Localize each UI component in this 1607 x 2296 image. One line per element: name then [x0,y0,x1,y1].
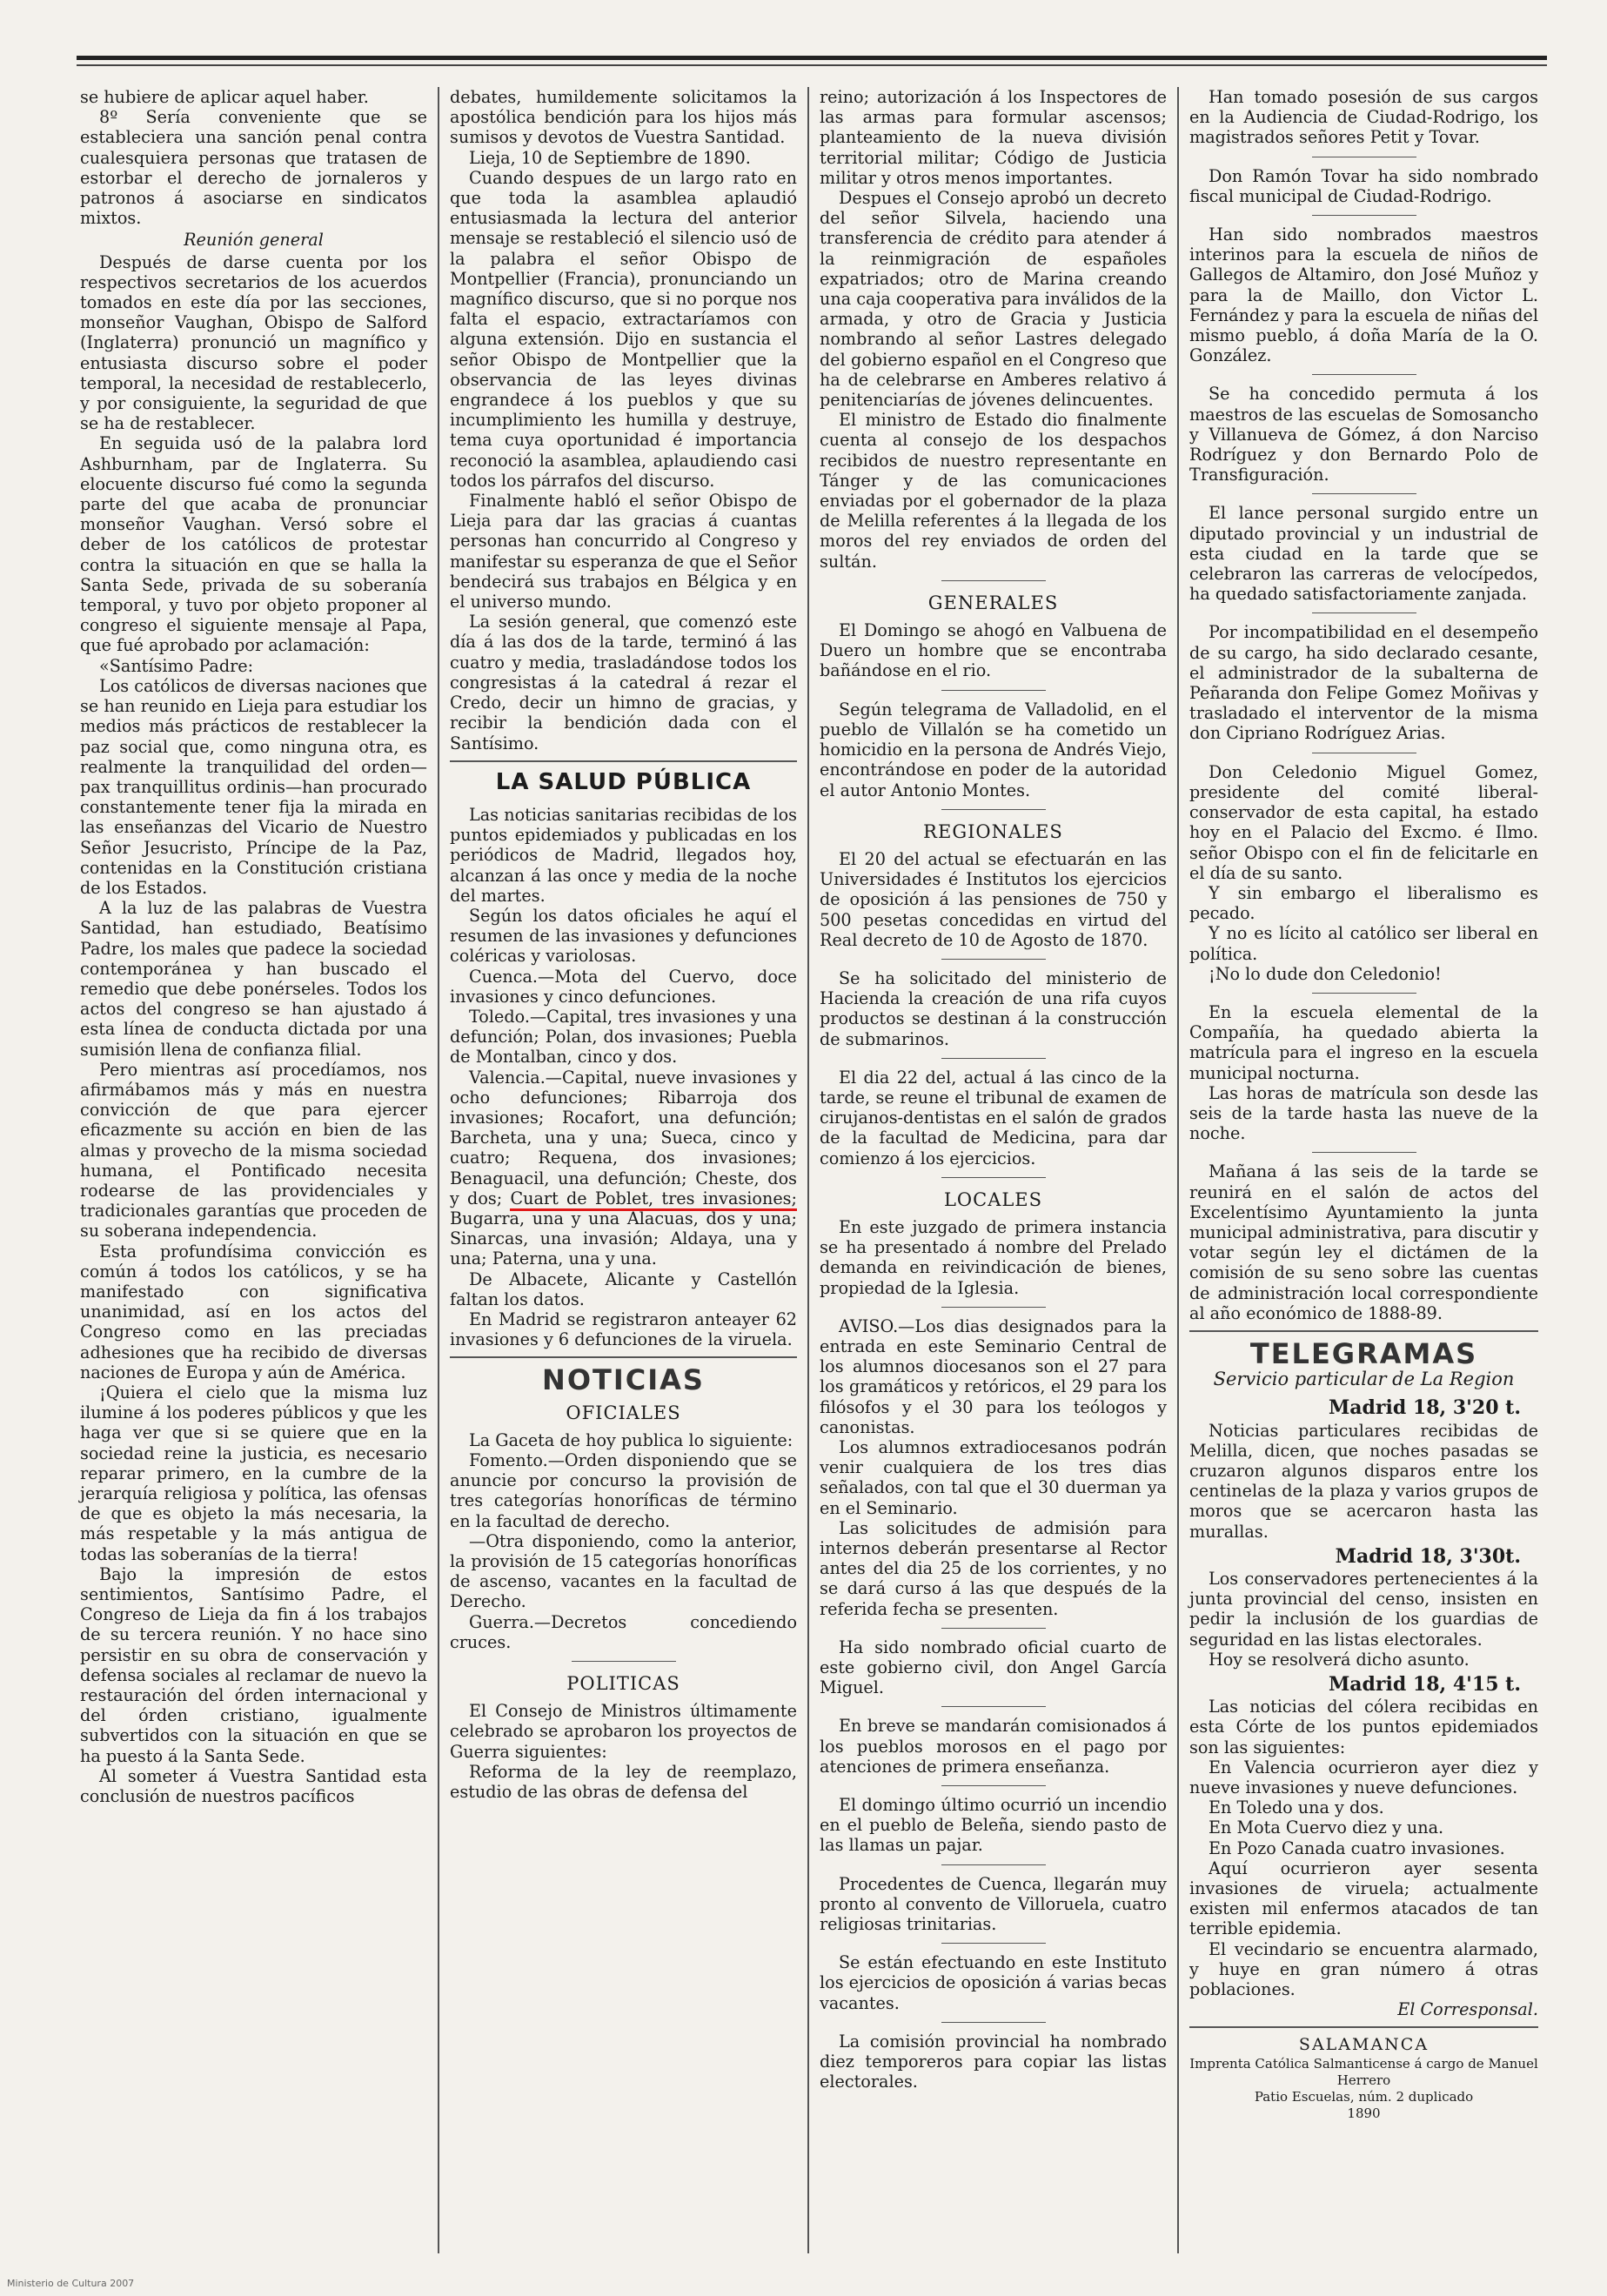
paragraph: reino; autorización á los Inspectores de las armas para formular ascensos; planteamiento de la nueva división territorial militar; Código de Justicia militar y otros menos importantes. [820,87,1167,188]
column-1 [70,87,439,2253]
paragraph: El lance personal surgido entre un diputado provincial y un industrial de esta ciudad en la tarde que se celebraron las carreras de velocípedos, ha quedado satisfactoriamente zanjada. [1189,503,1538,605]
separator [1189,2026,1538,2028]
paragraph: Según los datos oficiales he aquí el resumen de las invasiones y defunciones coléricas y variolosas. [450,905,797,967]
separator [450,1356,797,1358]
separator [941,1628,1046,1629]
paragraph: En breve se mandarán comisionados á los pueblos morosos en el pago por atenciones de primera enseñanza. [820,1716,1167,1777]
paragraph: Las noticias del cólera recibidas en esta Córte de los puntos epidemiados son las siguientes: [1189,1697,1538,1757]
paragraph: Procedentes de Cuenca, llegarán muy pronto al convento de Villoruela, cuatro religiosas trinitarias. [820,1873,1167,1935]
paragraph: Y no es lícito al católico ser liberal en política. [1189,923,1538,964]
paragraph: La Gaceta de hoy publica lo siguiente: [469,1429,793,1450]
paragraph: La comisión provincial ha nombrado diez temporeros para copiar las listas electorales. [820,2031,1167,2092]
paragraph: Y sin embargo el liberalismo es pecado. [1189,882,1538,924]
imprint-line: 1890 [1347,2105,1381,2121]
paragraph: Las horas de matrícula son desde las seis de la tarde hasta las nueve de la noche. [1189,1082,1538,1144]
section-heading-locales: LOCALES [943,1188,1043,1210]
imprint-city: SALAMANCA [1298,2035,1430,2055]
paragraph: Los alumnos extradiocesanos podrán venir cualquiera de los tres dias señalados, con tal que el 30 duerman ya en el Seminario. [820,1436,1167,1518]
paragraph: En Madrid se registraron anteayer 62 invasiones y 6 defunciones de la viruela. [450,1309,797,1350]
newspaper-columns [70,87,1549,2253]
paragraph: —Otra disponiendo, como la anterior, la provisión de 15 categorías honoríficas de ascenso, vacantes en la facultad de Derecho. [450,1530,797,1612]
separator [1312,215,1416,216]
paragraph: Guerra.—Decretos concediendo cruces. [450,1611,797,1652]
imprint-line: Patio Escuelas, núm. 2 duplicado [1254,2088,1474,2105]
separator [941,2022,1046,2023]
imprint-line: Imprenta Católica Salmanticense á cargo de Manuel Herrero [1189,2055,1538,2088]
telegram-date: Madrid 18, 3'30t. [1335,1544,1521,1568]
paragraph: Las solicitudes de admisión para internos deberán presentarse al Rector antes del dia 25 de los corrientes, y no se dará curso á las que después de la referida fecha se presenten. [820,1517,1167,1619]
paragraph: En Mota Cuervo diez y una. [1209,1817,1444,1838]
paragraph: Según telegrama de Valladolid, en el pueblo de Villalón se ha cometido un homicidio en la persona de Andrés Viejo, encontrándose en poder de la autoridad el autor Antonio Montes. [820,699,1167,800]
paragraph: Se ha solicitado del ministerio de Hacienda la creación de una rifa cuyos productos se destinan á la construcción de submarinos. [820,967,1167,1049]
separator [941,959,1046,960]
paragraph: Toledo.—Capital, tres invasiones y una defunción; Polan, dos invasiones; Puebla de Montalban, cinco y dos. [450,1006,797,1068]
text-run: Valencia.—Capital, nueve invasiones y ocho defunciones; Ribarroja dos invasiones; Rocafort, una defunción; Barcheta, una y una; Sueca, cinco y cuatro; Requena, dos invasiones; Benaguacil, una defunción; Cheste, dos y dos; [450,1067,797,1208]
scan-credit: Ministerio de Cultura 2007 [7,2278,135,2289]
paragraph: ¡Quiera el cielo que la misma luz ilumine á los poderes públicos y que les haga ver que si se quiere que en la sociedad reine la justicia, es necesario reparar primero, en la cumbre de la jerarquía religiosa y política, las ofensas de que es objeto la más necesaria, la más respetable y la más antigua de todas las soberanías de la tierra! [80,1382,427,1564]
section-heading-politicas: POLITICAS [566,1673,680,1695]
separator [941,580,1046,581]
column-2 [439,87,809,2253]
section-heading-salud-publica: LA SALUD PÚBLICA [495,768,752,795]
paragraph: Se ha concedido permuta á los maestros de las escuelas de Somosancho y Villanueva de Gómez, á don Narciso Rodríguez y don Bernardo Polo de Transfiguración. [1189,384,1538,485]
separator [1312,374,1416,375]
separator [941,1943,1046,1944]
paragraph: En Toledo una y dos. [1209,1797,1384,1818]
paragraph: Aquí ocurrieron ayer sesenta invasiones de viruela; actualmente existen mil enfermos atacados de tan terrible epidemia. [1189,1858,1538,1939]
paragraph: Los conservadores pertenecientes á la junta provincial del censo, insisten en pedir la inclusión de los guardias de seguridad en las listas electorales. [1189,1569,1538,1650]
paragraph: Después de darse cuenta por los respectivos secretarios de los acuerdos tomados en este día por las secciones, monseñor Vaughan, Obispo de Salford (Inglaterra) pronunció un magnífico y entusiasta discurso sobre el poder temporal, la necesidad de restablecerlo, y por consiguiente, la seguridad de que se ha de restablecer. [80,251,427,434]
paragraph: Las noticias sanitarias recibidas de los puntos epidemiados y publicadas en los periódicos de Madrid, llegados hoy, alcanzan á las once y media de la noche del martes. [450,804,797,906]
paragraph: Los católicos de diversas naciones que se han reunido en Lieja para estudiar los medios más prácticos de restablecer la paz social que, como ninguna otra, es realmente la tranquilidad del orden—pax tranquillitus ordinis—han procurado constantemente tener fija la mirada en las enseñanzas del Vicario de Nuestro Señor Jesucristo, Príncipe de la Paz, contenidas en la Constitución cristiana de los Estados. [80,675,427,898]
paragraph: En seguida usó de la palabra lord Ashburnham, par de Inglaterra. Su elocuente discurso fué como la segunda parte del que acaba de pronunciar monseñor Vaughan. Versó sobre el deber de los católicos de protestar contra la situación en que se halla la Santa Sede, privada de su soberanía temporal, y tuvo por objeto proponer al congreso el siguiente mensaje al Papa, que fué aprobado por aclamación: [80,433,427,656]
paragraph: Por incompatibilidad en el desempeño de su cargo, ha sido declarado cesante, el administrador de la subalterna de Peñaranda don Felipe Gomez Moñivas y trasladado el interventor de la misma don Cipriano Rodríguez Arias. [1189,622,1538,744]
paragraph: Han sido nombrados maestros interinos para la escuela de niños de Gallegos de Altamiro, don José Muñoz y para la de Maillo, don Victor L. Fernández y para la escuela de niñas del mismo pueblo, á doña María de la O. González. [1189,224,1538,366]
paragraph: 8º Sería conveniente que se estableciera una sanción penal contra cualesquiera personas que tratasen de estorbar el derecho de jornaleros y patronos á asociarse en sindicatos mixtos. [80,107,427,229]
paragraph: AVISO.—Los dias designados para la entrada en este Seminario Central de los alumnos diocesanos son el 27 para los gramáticos y retóricos, el 29 para los filósofos y el 30 para los teólogos y canonistas. [820,1315,1167,1437]
separator [941,1307,1046,1308]
column-4 [1179,87,1549,2253]
paragraph: Finalmente habló el señor Obispo de Lieja para dar las gracias á cuantas personas han concurrido al Congreso y manifestar su esperanza de que el Señor bendecirá sus trabajos en Bélgica y en el universo mundo. [450,491,797,612]
paragraph: debates, humildemente solicitamos la apostólica bendición para los hijos más sumisos y devotos de Vuestra Santidad. [450,87,797,148]
paragraph: En este juzgado de primera instancia se ha presentado á nombre del Prelado demanda en reivindicación de bienes, propiedad de la Iglesia. [820,1216,1167,1298]
paragraph: Fomento.—Orden disponiendo que se anuncie por concurso la provisión de tres categorías honoríficas de término en la facultad de derecho. [450,1450,797,1531]
paragraph: se hubiere de aplicar aquel haber. [80,87,369,107]
paragraph: El vecindario se encuentra alarmado, y huye en gran número á otras poblaciones. [1189,1938,1538,2000]
telegram-date: Madrid 18, 4'15 t. [1328,1673,1521,1697]
separator [1312,493,1416,494]
paragraph: La sesión general, que comenzó este día á las dos de la tarde, terminó á las cuatro y media, trasladándose todos los congresistas á la catedral á rezar el Credo, decir un himno de gracias, y recibir la bendición dada con el Santísimo. [450,612,797,753]
highlighted-text: Cuart de Poblet, tres invasiones; [510,1188,797,1211]
paragraph: Pero mientras así procedíamos, nos afirmábamos más y más en nuestra convicción de que para ejercer eficazmente su acción en bien de las almas y provecho de la misma sociedad humana, el Pontificado necesita rodearse de las providenciales y tradicionales garantías que proceden de su soberana independencia. [80,1059,427,1242]
servicio-line: Servicio particular de La Region [1213,1369,1515,1390]
paragraph: Lieja, 10 de Septiembre de 1890. [469,147,751,168]
paragraph: Al someter á Vuestra Santidad esta conclusión de nuestros pacíficos [80,1765,427,1807]
section-heading-noticias: NOTICIAS [542,1363,705,1397]
paragraph: ¡No lo dude don Celedonio! [1209,963,1442,984]
paragraph: Se están efectuando en este Instituto los ejercicios de oposición á varias becas vacantes. [820,1952,1167,2013]
paragraph: Noticias particulares recibidas de Melilla, dicen, que noches pasadas se cruzaron algunos disparos entre los centinelas de la plaza y varios grupos de moros que se acercaron hasta las murallas. [1189,1420,1538,1542]
separator [941,1177,1046,1178]
paragraph: Don Ramón Tovar ha sido nombrado fiscal municipal de Ciudad-Rodrigo. [1189,165,1538,206]
paragraph: En Pozo Canada cuatro invasiones. [1209,1837,1505,1858]
section-heading: Reunión general [184,230,324,251]
separator [1312,612,1416,613]
signature: El Corresponsal. [1397,1999,1538,2020]
section-heading-oficiales: OFICIALES [566,1402,681,1423]
separator [941,1706,1046,1707]
paragraph: El ministro de Estado dio finalmente cuenta al consejo de los despachos recibidos de nuestro representante en Tánger y de las comunicaciones enviadas por el gobernador de la plaza de Melilla referentes á la llegada de los moros del rey enviados de orden del sultán. [820,410,1167,572]
separator [941,809,1046,810]
paragraph: Don Celedonio Miguel Gomez, presidente del comité liberal-conservador de esta capital, ha estado hoy en el Palacio del Excmo. é Ilmo. señor Obispo con el fin de felicitarle en el día de su santo. [1189,761,1538,883]
separator [941,1058,1046,1059]
paragraph: El domingo último ocurrió un incendio en el pueblo de Beleña, siendo pasto de las llamas un pajar. [820,1795,1167,1856]
column-3 [809,87,1179,2253]
paragraph: «Santísimo Padre: [99,655,254,676]
paragraph: Bajo la impresión de estos sentimientos, Santísimo Padre, el Congreso de Lieja da fin á los trabajos de su tercera reunión. Y no hace sino persistir en su obra de conservación y defensa sociales al reclamar de nuevo la restauración del órden internacional y del órden cristiano, igualmente subvertidos con la situación en que se ha puesto á la Santa Sede. [80,1563,427,1766]
paragraph [450,1068,797,1269]
section-heading-generales: GENERALES [927,592,1059,613]
paragraph: A la luz de las palabras de Vuestra Santidad, han estudiado, Beatísimo Padre, los males que padece la sociedad contemporánea y han buscado el remedio que debe ponérseles. Todos los actos del congreso se han ajustado á esta línea de conducta dictada por una sumisión llena de confianza filial. [80,898,427,1060]
paragraph: Cuenca.—Mota del Cuervo, doce invasiones y cinco defunciones. [450,966,797,1007]
separator [572,1661,676,1662]
paragraph: Ha sido nombrado oficial cuarto de este gobierno civil, don Angel García Miguel. [820,1637,1167,1698]
paragraph: Reforma de la ley de reemplazo, estudio de las obras de defensa del [450,1761,797,1803]
separator [1312,1152,1416,1153]
paragraph: De Albacete, Alicante y Castellón faltan los datos. [450,1268,797,1309]
separator [1189,1330,1538,1332]
paragraph: Han tomado posesión de sus cargos en la Audiencia de Ciudad-Rodrigo, los magistrados señores Petit y Tovar. [1189,87,1538,148]
paragraph: Despues el Consejo aprobó un decreto del señor Silvela, haciendo una transferencia de crédito para atender á la reinmigración de españoles expatriados; otro de Marina creando una caja cooperativa para inválidos de la armada, y otro de Gracia y Justicia nombrando al señor Lastres delegado del gobierno español en el Congreso que ha de celebrarse en Amberes relativo á penitenciarías de jóvenes delincuentes. [820,188,1167,411]
separator [450,760,797,762]
paragraph: El dia 22 del, actual á las cinco de la tarde, se reune el tribunal de examen de cirujanos-dentistas en el salón de grados de la facultad de Medicina, para dar comienzo á los ejercicios. [820,1067,1167,1168]
paragraph: Cuando despues de un largo rato en que toda la asamblea aplaudió entusiasmada la lectura del anterior mensaje se restableció el silencio usó de la palabra el señor Obispo de Montpellier (Francia), pronunciando un magnífico discurso, que si no porque nos falta el espacio, extractaríamos con alguna extensión. Dijo en sustancia el señor Obispo de Montpellier que la observancia de las leyes divinas engrandece á los pueblos y que su incumplimiento les humilla y destruye, tema cuya oportunidad é importancia reconoció la asamblea, aplaudiendo casi todos los párrafos del discurso. [450,167,797,491]
paragraph: En Valencia ocurrieron ayer diez y nueve invasiones y nueve defunciones. [1189,1757,1538,1798]
paragraph: El Domingo se ahogó en Valbuena de Duero un hombre que se encontraba bañándose en el rio. [820,620,1167,681]
paragraph: Esta profundísima convicción es común á todos los católicos, y se ha manifestado con significativa unanimidad, así en los actos del Congreso como en las preciadas adhesiones que ha recibido de diversas naciones de Europa y aún de América. [80,1241,427,1382]
telegram-date: Madrid 18, 3'20 t. [1328,1396,1521,1420]
separator [941,1864,1046,1865]
text-run: Bugarra, una y una Alacuas, dos y una; Sinarcas, una invasión; Aldaya, una y una; Paterna, una y una. [450,1208,797,1269]
separator [1312,993,1416,994]
separator [941,690,1046,691]
top-rule-thin [77,64,1547,66]
section-heading-telegramas: TELEGRAMAS [1249,1336,1478,1370]
paragraph: En la escuela elemental de la Compañía, ha quedado abierta la matrícula para el ingreso en la escuela municipal nocturna. [1189,1001,1538,1083]
separator [941,1785,1046,1786]
paragraph: Mañana á las seis de la tarde se reunirá en el salón de actos del Excelentísimo Ayuntamiento la junta municipal administrativa, para discutir y votar según ley el dictámen de la comisión de su seno sobre las cuentas de administración local correspondiente al año económico de 1888-89. [1189,1161,1538,1323]
section-heading-regionales: REGIONALES [923,820,1063,842]
paragraph: El Consejo de Ministros últimamente celebrado se aprobaron los proyectos de Guerra siguientes: [450,1701,797,1762]
paragraph: El 20 del actual se efectuarán en las Universidades é Institutos los ejercicios de oposición á las pensiones de 750 y 500 pesetas concedidas en virtud del Real decreto de 10 de Agosto de 1870. [820,848,1167,950]
paragraph: Hoy se resolverá dicho asunto. [1209,1649,1470,1670]
top-rule [77,56,1547,60]
